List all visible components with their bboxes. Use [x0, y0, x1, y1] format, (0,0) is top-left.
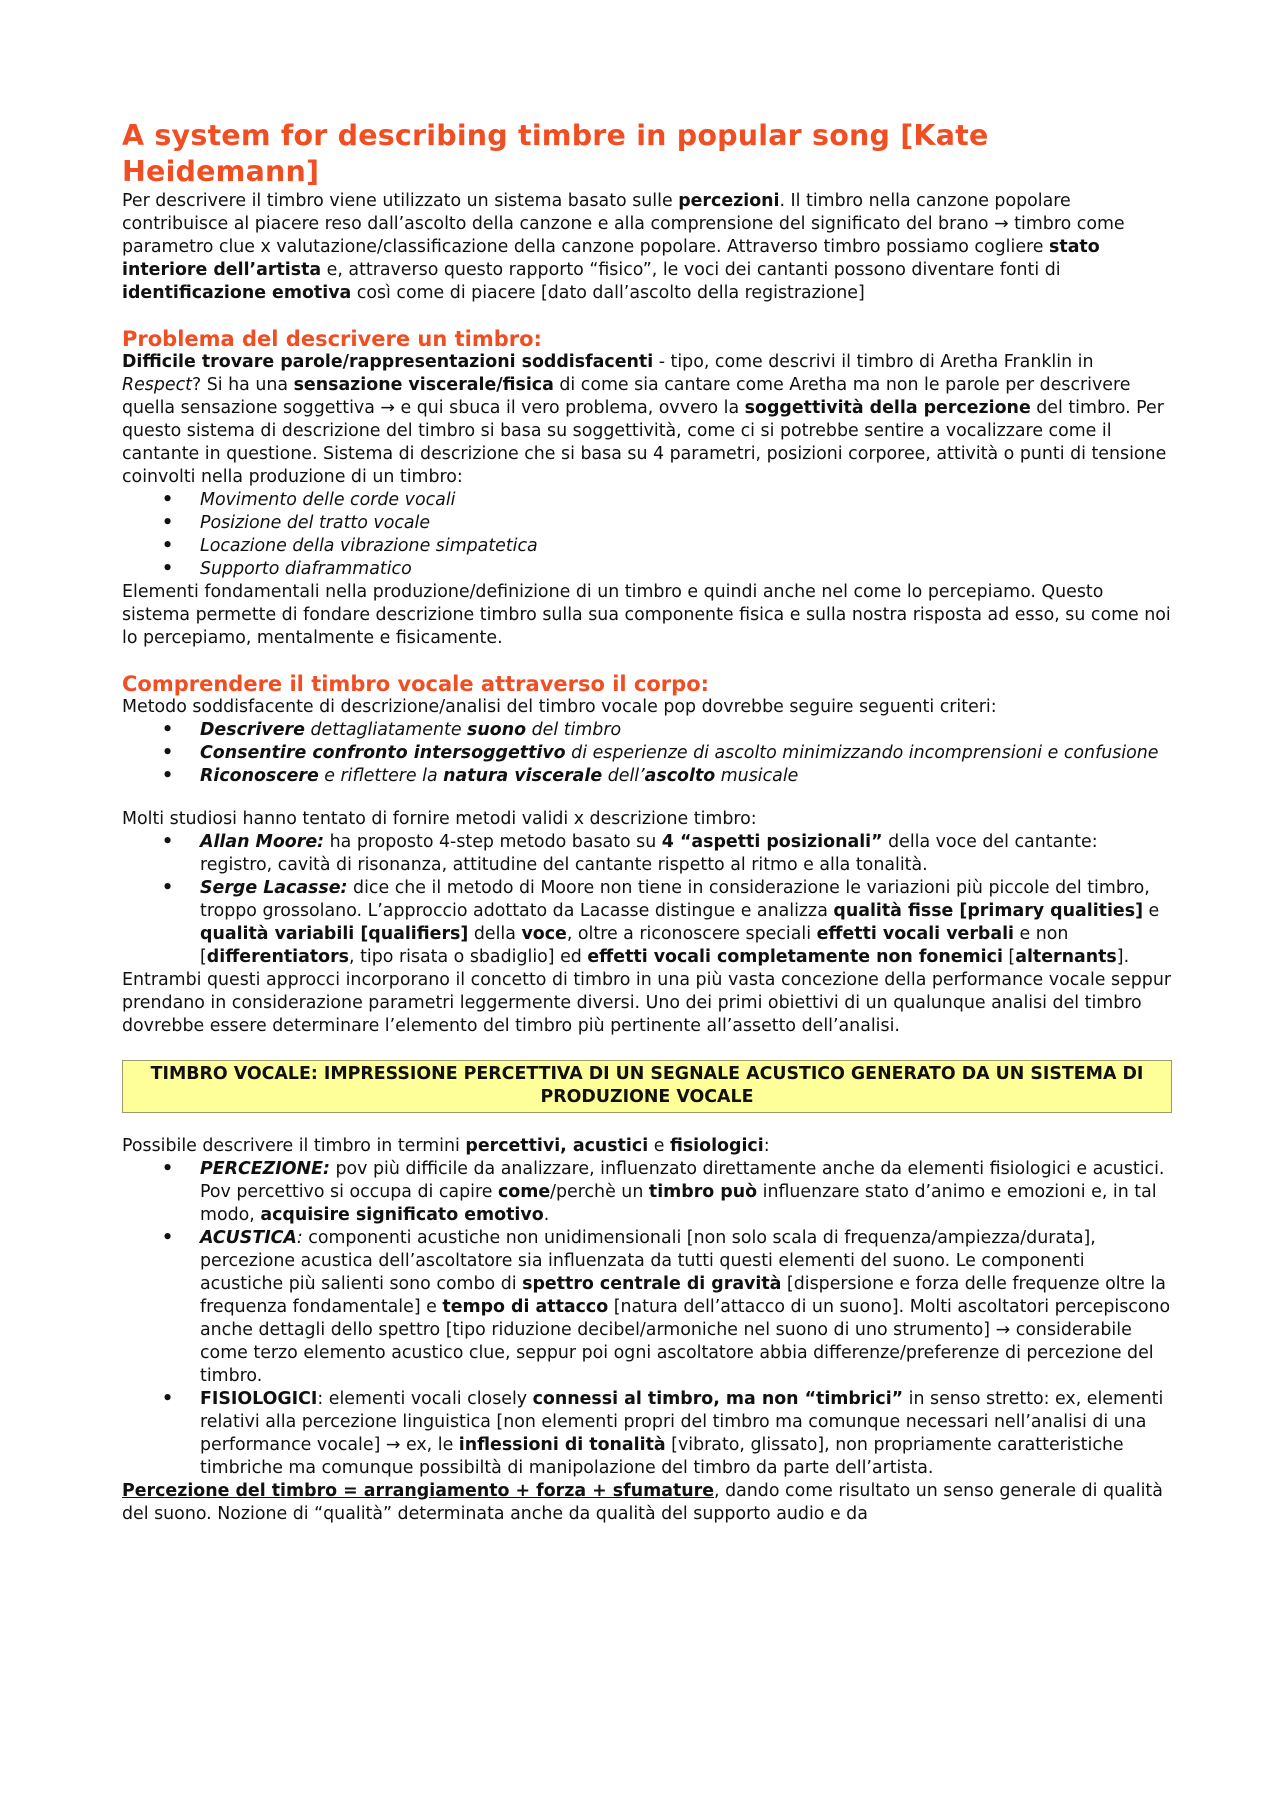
text-run: di come sia cantare come Aretha ma non le parole per descrivere quella sensazione soggettiva → e qui sbuca il vero problema, ovvero la [122, 375, 1131, 418]
text-run: di esperienze di ascolto minimizzando incomprensioni e confusione [565, 743, 1159, 763]
list-item: • Supporto diaframmatico [122, 558, 1172, 581]
text-run: della [468, 924, 522, 944]
bold-run: effetti vocali verbali [816, 924, 1015, 944]
section2-after-paragraph: Entrambi questi approcci incorporano il concetto di timbro in una più vasta concezione della performance vocale seppur prendano in considerazione parametri leggermente diversi. Uno dei primi obiettivi di un qualunque analisi del timbro dovrebbe essere determinare l’elemento del timbro più pertinente all’assetto dell’analisi. [122, 970, 1172, 1036]
text-run: , dando come risultato un senso generale di qualità del suono. Nozione di “qualità” determinata anche da qualità del supporto audio e da [122, 1481, 1163, 1524]
bold-run: spettro centrale di gravità [522, 1274, 782, 1294]
list-item-acustica [122, 1227, 1172, 1388]
document-page [122, 118, 1172, 1526]
section1-paragraph [122, 351, 1172, 489]
bold-run: tempo di attacco [442, 1297, 609, 1317]
bold-run: Consentire confronto intersoggettivo [200, 743, 566, 763]
bold-run: sensazione viscerale/fisica [293, 375, 554, 395]
section3-intro [122, 1135, 1172, 1158]
section1-after-paragraph: Elementi fondamentali nella produzione/definizione di un timbro e quindi anche nel come lo percepiamo. Questo sistema permette di fondare descrizione timbro sulla sua componente fisica e sulla nostra risposta ad esso, su come noi lo percepiamo, mentalmente e fisicamente. [122, 582, 1171, 648]
text-run: , tipo risata o sbadiglio] ed [349, 947, 588, 967]
document-title: A system for describing timbre in popular song [Kate Heidemann] [122, 119, 989, 188]
text-run: componenti acustiche non unidimensionali [non solo scala di frequenza/ampiezza/durata], percezione acustica dell’ascoltatore sia influenzata da tutti questi elementi del suono. Le componenti acustiche più salienti sono combo di [200, 1228, 1096, 1294]
closing-paragraph [122, 1480, 1172, 1526]
bold-run: connessi al timbro, ma non “timbrici” [532, 1389, 904, 1409]
bold-run: timbro può [648, 1182, 758, 1202]
bold-run: come [497, 1182, 551, 1202]
bold-run: inflessioni di tonalità [458, 1435, 666, 1455]
bold-run: qualità fisse [primary qualities] [833, 901, 1144, 921]
timbre-terms-list [122, 1158, 1172, 1480]
text-run: e non [ [200, 924, 1069, 967]
bold-run: effetti vocali completamente non fonemici [587, 947, 1003, 967]
text-run: Per descrivere il timbro viene utilizzato un sistema basato sulle [122, 191, 679, 211]
text-run: e [1143, 901, 1160, 921]
criteria-intro: Metodo soddisfacente di descrizione/analisi del timbro vocale pop dovrebbe seguire seguenti criteri: [122, 697, 997, 717]
scholar-name: Serge Lacasse: [200, 878, 348, 898]
section-heading-comprendere: Comprendere il timbro vocale attraverso il corpo: [122, 672, 710, 696]
bold-run: Riconoscere [200, 766, 319, 786]
list-item: • Posizione del tratto vocale [122, 512, 1172, 535]
list-item-fisiologici [122, 1388, 1172, 1480]
bold-run: Difficile trovare parole/rappresentazioni soddisfacenti [122, 352, 654, 372]
list-item-lacasse [122, 877, 1172, 969]
intro-paragraph [122, 190, 1172, 305]
text-run: e riflettere la [318, 766, 444, 786]
bold-run: stato interiore dell’artista [122, 237, 1100, 280]
bold-run: ascolto [644, 766, 716, 786]
bold-run: percettivi, acustici [465, 1136, 649, 1156]
term-label: ACUSTICA [200, 1228, 297, 1248]
text-run: . Il timbro nella canzone popolare contribuisce al piacere reso dall’ascolto della canzone e alla comprensione del significato del brano → timbro come parametro clue x valutazione/classificazione della canzone popolare. Attraverso timbro possiamo cogliere [122, 191, 1125, 257]
text-run: musicale [715, 766, 799, 786]
list-item [122, 765, 1172, 788]
text-run: [natura dell’attacco di un suono]. Molti ascoltatori percepiscono anche dettagli dello spettro [tipo riduzione decibel/armoniche nel suono di uno strumento] → considerabile come terzo elemento acustico clue, seppur poi ogni ascoltatore abbia differenze/preferenze di percezione del timbro. [200, 1297, 1171, 1386]
italic-run: Respect [122, 375, 192, 395]
bold-run: Descrivere [200, 720, 305, 740]
term-label: FISIOLOGICI [200, 1389, 318, 1409]
text-run: dice che il metodo di Moore non tiene in considerazione le variazioni più piccole del timbro, troppo grossolano. L’approccio adottato da Lacasse distingue e analizza [200, 878, 1150, 921]
text-run: così come di piacere [dato dall’ascolto della registrazione] [351, 283, 865, 303]
text-run: e, attraverso questo rapporto “fisico”, le voci dei cantanti possono diventare fonti di [321, 260, 1061, 280]
section-heading-problema: Problema del descrivere un timbro: [122, 327, 542, 351]
text-run: dettagliatamente [304, 720, 468, 740]
italic-run: : [296, 1228, 303, 1248]
text-run: ? Si ha una [191, 375, 294, 395]
text-run: Possibile descrivere il timbro in termini [122, 1136, 466, 1156]
bold-run: voce [521, 924, 567, 944]
list-item [122, 719, 1172, 742]
list-item: • Locazione della vibrazione simpatetica [122, 535, 1172, 558]
bold-run: qualità variabili [qualifiers] [200, 924, 469, 944]
text-run: ha proposto 4-step metodo basato su [324, 832, 662, 852]
scholar-name: Allan Moore: [200, 832, 325, 852]
text-run: [dispersione e forza delle frequenze oltre la frequenza fondamentale] e [200, 1274, 1166, 1317]
term-label: PERCEZIONE: [200, 1159, 330, 1179]
bold-run: suono [467, 720, 527, 740]
bold-run: identificazione emotiva [122, 283, 352, 303]
text-run: pov più difficile da analizzare, influenzato direttamente anche da elementi fisiologici e acustici. Pov percettivo si occupa di capire [200, 1159, 1165, 1202]
studies-list [122, 831, 1172, 969]
text-run: [ [1002, 947, 1016, 967]
text-run: del timbro. Per questo sistema di descrizione del timbro si basa su soggettività, come ci si potrebbe sentire a vocalizzare come il cantante in questione. Sistema di descrizione che si basa su 4 parametri, posizioni corporee, attività o punti di tensione coinvolti nella produzione di un timbro: [122, 398, 1167, 487]
definition-callout: TIMBRO VOCALE: IMPRESSIONE PERCETTIVA DI UN SEGNALE ACUSTICO GENERATO DA UN SISTEMA DI PRODUZIONE VOCALE [122, 1060, 1172, 1113]
bold-run: alternants [1015, 947, 1117, 967]
underlined-bold-run: Percezione del timbro = arrangiamento + forza + sfumature [122, 1481, 715, 1501]
text-run: influenzare stato d’animo e emozioni e, in tal modo, [200, 1182, 1157, 1225]
list-item-moore [122, 831, 1172, 877]
bold-run: soggettività della percezione [744, 398, 1031, 418]
list-item: • Movimento delle corde vocali [122, 489, 1172, 512]
list-item-percezione [122, 1158, 1172, 1227]
text-run: e [648, 1136, 670, 1156]
text-run: /perchè un [550, 1182, 649, 1202]
text-run: ]. [1116, 947, 1130, 967]
text-run: - tipo, come descrivi il timbro di Aretha Franklin in [653, 352, 1094, 372]
text-run: della voce del cantante: registro, cavità di risonanza, attitudine del cantante rispetto al ritmo e alla tonalità. [200, 832, 1098, 875]
text-run: , oltre a riconoscere speciali [566, 924, 817, 944]
bold-run: percezioni [678, 191, 780, 211]
parameters-list [122, 489, 1172, 581]
bold-run: acquisire significato emotivo [260, 1205, 544, 1225]
bold-run: 4 “aspetti posizionali” [661, 832, 883, 852]
text-run: in senso stretto: ex, elementi relativi alla percezione linguistica [non elementi propri del timbro ma comunque necessari nell’analisi di una performance vocale] → ex, le [200, 1389, 1164, 1455]
criteria-list [122, 719, 1172, 788]
text-run: : [763, 1136, 770, 1156]
studies-intro: Molti studiosi hanno tentato di fornire metodi validi x descrizione timbro: [122, 809, 757, 829]
text-run: del timbro [526, 720, 622, 740]
text-run: . [543, 1205, 550, 1225]
list-item [122, 742, 1172, 765]
text-run: [vibrato, glissato], non propriamente caratteristiche timbriche ma comunque possibiltà di manipolazione del timbro da parte dell’artista. [200, 1435, 1124, 1478]
bold-run: differentiators [206, 947, 350, 967]
text-run: dell’ [602, 766, 645, 786]
bold-run: natura viscerale [443, 766, 603, 786]
bold-run: fisiologici [669, 1136, 764, 1156]
text-run: : elementi vocali closely [317, 1389, 533, 1409]
